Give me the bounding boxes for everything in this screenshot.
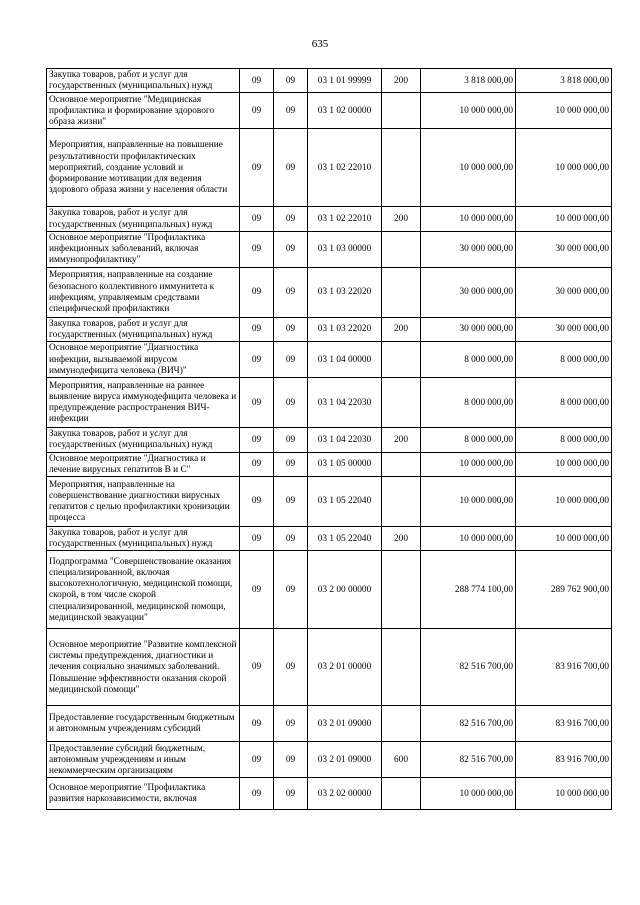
row-subsection-cell: 09: [274, 342, 308, 378]
row-subsection-cell: 09: [274, 452, 308, 476]
row-name-cell: Основное мероприятие "Профилактика развития наркозависимости, включая: [47, 778, 240, 810]
row-subsection-cell: 09: [274, 629, 308, 706]
row-subsection-cell: 09: [274, 527, 308, 551]
table-row: [47, 207, 612, 231]
row-amount-year2-cell: 8 000 000,00: [516, 342, 612, 378]
row-target-article-cell: 03 1 02 22010: [308, 207, 382, 231]
table-row: [47, 527, 612, 551]
table-row: [47, 69, 612, 93]
row-expense-type-cell: 200: [382, 69, 421, 93]
row-amount-year1-cell: 10 000 000,00: [421, 207, 516, 231]
row-expense-type-cell: 200: [382, 207, 421, 231]
row-amount-year1-cell: 8 000 000,00: [421, 378, 516, 428]
row-amount-year1-cell: 8 000 000,00: [421, 342, 516, 378]
row-subsection-cell: 09: [274, 742, 308, 778]
row-expense-type-cell: [382, 551, 421, 629]
row-subsection-cell: 09: [274, 69, 308, 93]
row-subsection-cell: 09: [274, 428, 308, 452]
page-number: 635: [311, 38, 329, 50]
row-amount-year1-cell: 10 000 000,00: [421, 93, 516, 129]
row-subsection-cell: 09: [274, 129, 308, 207]
row-section-cell: 09: [240, 428, 274, 452]
row-subsection-cell: 09: [274, 231, 308, 267]
row-section-cell: 09: [240, 69, 274, 93]
row-amount-year1-cell: 288 774 100,00: [421, 551, 516, 629]
row-section-cell: 09: [240, 629, 274, 706]
row-expense-type-cell: [382, 629, 421, 706]
row-target-article-cell: 03 1 02 22010: [308, 129, 382, 207]
row-section-cell: 09: [240, 452, 274, 476]
row-section-cell: 09: [240, 231, 274, 267]
row-amount-year2-cell: 10 000 000,00: [516, 778, 612, 810]
row-amount-year2-cell: 30 000 000,00: [516, 231, 612, 267]
row-section-cell: 09: [240, 477, 274, 527]
row-amount-year1-cell: 10 000 000,00: [421, 477, 516, 527]
row-subsection-cell: 09: [274, 267, 308, 317]
row-section-cell: 09: [240, 129, 274, 207]
row-expense-type-cell: [382, 129, 421, 207]
row-target-article-cell: 03 1 04 00000: [308, 342, 382, 378]
row-target-article-cell: 03 2 01 09000: [308, 742, 382, 778]
row-target-article-cell: 03 1 05 22040: [308, 477, 382, 527]
table-row: [47, 452, 612, 476]
budget-table-body: [47, 69, 612, 810]
table-row: [47, 378, 612, 428]
row-amount-year2-cell: 10 000 000,00: [516, 129, 612, 207]
row-name-cell: Подпрограмма "Совершенствование оказания специализированной, включая высокотехнологичную, медицинской помощи, скорой, в том числе скорой специализированной, медицинской помощи, медицинской эвакуации": [47, 551, 240, 629]
row-name-cell: Основное мероприятие "Диагностика и лечение вирусных гепатитов В и С": [47, 452, 240, 476]
table-row: [47, 93, 612, 129]
row-section-cell: 09: [240, 551, 274, 629]
row-name-cell: Закупка товаров, работ и услуг для государственных (муниципальных) нужд: [47, 527, 240, 551]
row-name-cell: Мероприятия, направленные на создание безопасного коллективного иммунитета к инфекциям, управляемым средствами специфической профилактики: [47, 267, 240, 317]
row-name-cell: Мероприятия, направленные на повышение результативности профилактических мероприятий, создание условий и формирование мотивации для ведения здорового образа жизни у населения области: [47, 129, 240, 207]
table-row: [47, 342, 612, 378]
row-expense-type-cell: [382, 778, 421, 810]
row-subsection-cell: 09: [274, 477, 308, 527]
row-subsection-cell: 09: [274, 317, 308, 341]
row-name-cell: Предоставление субсидий бюджетным, автономным учреждениям и иным некоммерческим организациям: [47, 742, 240, 778]
row-subsection-cell: 09: [274, 93, 308, 129]
row-expense-type-cell: [382, 378, 421, 428]
table-row: [47, 551, 612, 629]
budget-table: [46, 68, 612, 810]
row-expense-type-cell: 200: [382, 317, 421, 341]
row-target-article-cell: 03 1 04 22030: [308, 378, 382, 428]
row-section-cell: 09: [240, 93, 274, 129]
row-subsection-cell: 09: [274, 207, 308, 231]
table-row: [47, 477, 612, 527]
row-expense-type-cell: [382, 342, 421, 378]
row-expense-type-cell: [382, 477, 421, 527]
row-expense-type-cell: [382, 231, 421, 267]
row-section-cell: 09: [240, 267, 274, 317]
row-amount-year2-cell: 8 000 000,00: [516, 428, 612, 452]
table-row: [47, 706, 612, 742]
table-row: [47, 317, 612, 341]
row-section-cell: 09: [240, 378, 274, 428]
table-row: [47, 129, 612, 207]
row-section-cell: 09: [240, 706, 274, 742]
table-row: [47, 778, 612, 810]
row-amount-year1-cell: 82 516 700,00: [421, 706, 516, 742]
row-target-article-cell: 03 2 02 00000: [308, 778, 382, 810]
row-expense-type-cell: [382, 93, 421, 129]
row-amount-year1-cell: 30 000 000,00: [421, 267, 516, 317]
table-row: [47, 231, 612, 267]
row-target-article-cell: 03 2 00 00000: [308, 551, 382, 629]
row-amount-year1-cell: 10 000 000,00: [421, 452, 516, 476]
row-name-cell: Основное мероприятие "Медицинская профилактика и формирование здорового образа жизни": [47, 93, 240, 129]
row-target-article-cell: 03 2 01 00000: [308, 629, 382, 706]
row-section-cell: 09: [240, 742, 274, 778]
row-expense-type-cell: 600: [382, 742, 421, 778]
row-name-cell: Основное мероприятие "Профилактика инфекционных заболеваний, включая иммунопрофилактику": [47, 231, 240, 267]
row-section-cell: 09: [240, 778, 274, 810]
row-amount-year2-cell: 10 000 000,00: [516, 452, 612, 476]
row-section-cell: 09: [240, 527, 274, 551]
row-amount-year1-cell: 82 516 700,00: [421, 629, 516, 706]
row-name-cell: Мероприятия, направленные на раннее выявление вируса иммунодефицита человека и предупреждение распространения ВИЧ-инфекции: [47, 378, 240, 428]
row-name-cell: Закупка товаров, работ и услуг для государственных (муниципальных) нужд: [47, 69, 240, 93]
table-row: [47, 267, 612, 317]
row-expense-type-cell: [382, 452, 421, 476]
row-name-cell: Основное мероприятие "Диагностика инфекции, вызываемой вирусом иммунодефицита человека (ВИЧ)": [47, 342, 240, 378]
row-expense-type-cell: 200: [382, 527, 421, 551]
row-target-article-cell: 03 1 03 00000: [308, 231, 382, 267]
row-amount-year1-cell: 8 000 000,00: [421, 428, 516, 452]
row-target-article-cell: 03 1 04 22030: [308, 428, 382, 452]
row-amount-year1-cell: 30 000 000,00: [421, 231, 516, 267]
row-target-article-cell: 03 2 01 09000: [308, 706, 382, 742]
row-subsection-cell: 09: [274, 551, 308, 629]
row-amount-year2-cell: 83 916 700,00: [516, 706, 612, 742]
row-name-cell: Предоставление государственным бюджетным и автономным учреждениям субсидий: [47, 706, 240, 742]
row-name-cell: Мероприятия, направленные на совершенствование диагностики вирусных гепатитов с целью профилактики хронизации процесса: [47, 477, 240, 527]
row-section-cell: 09: [240, 317, 274, 341]
row-expense-type-cell: [382, 267, 421, 317]
row-amount-year2-cell: 10 000 000,00: [516, 207, 612, 231]
row-amount-year1-cell: 10 000 000,00: [421, 527, 516, 551]
table-row: [47, 428, 612, 452]
row-name-cell: Закупка товаров, работ и услуг для государственных (муниципальных) нужд: [47, 428, 240, 452]
row-target-article-cell: 03 1 05 00000: [308, 452, 382, 476]
row-expense-type-cell: 200: [382, 428, 421, 452]
row-amount-year2-cell: 289 762 900,00: [516, 551, 612, 629]
row-target-article-cell: 03 1 03 22020: [308, 267, 382, 317]
row-amount-year2-cell: 83 916 700,00: [516, 742, 612, 778]
row-amount-year1-cell: 30 000 000,00: [421, 317, 516, 341]
row-amount-year2-cell: 83 916 700,00: [516, 629, 612, 706]
row-amount-year1-cell: 3 818 000,00: [421, 69, 516, 93]
row-subsection-cell: 09: [274, 778, 308, 810]
row-target-article-cell: 03 1 05 22040: [308, 527, 382, 551]
row-subsection-cell: 09: [274, 706, 308, 742]
row-subsection-cell: 09: [274, 378, 308, 428]
row-amount-year2-cell: 30 000 000,00: [516, 267, 612, 317]
row-target-article-cell: 03 1 03 22020: [308, 317, 382, 341]
row-amount-year2-cell: 10 000 000,00: [516, 477, 612, 527]
row-section-cell: 09: [240, 207, 274, 231]
row-amount-year2-cell: 3 818 000,00: [516, 69, 612, 93]
table-row: [47, 742, 612, 778]
table-row: [47, 629, 612, 706]
row-name-cell: Основное мероприятие "Развитие комплексной системы предупреждения, диагностики и лечения социально значимых заболеваний. Повышение эффективности оказания скорой медицинской помощи": [47, 629, 240, 706]
row-amount-year1-cell: 10 000 000,00: [421, 129, 516, 207]
row-amount-year2-cell: 10 000 000,00: [516, 93, 612, 129]
row-expense-type-cell: [382, 706, 421, 742]
row-name-cell: Закупка товаров, работ и услуг для государственных (муниципальных) нужд: [47, 207, 240, 231]
row-target-article-cell: 03 1 01 99999: [308, 69, 382, 93]
row-section-cell: 09: [240, 342, 274, 378]
row-amount-year2-cell: 30 000 000,00: [516, 317, 612, 341]
row-target-article-cell: 03 1 02 00000: [308, 93, 382, 129]
row-amount-year2-cell: 10 000 000,00: [516, 527, 612, 551]
row-amount-year1-cell: 82 516 700,00: [421, 742, 516, 778]
row-amount-year1-cell: 10 000 000,00: [421, 778, 516, 810]
row-amount-year2-cell: 8 000 000,00: [516, 378, 612, 428]
row-name-cell: Закупка товаров, работ и услуг для государственных (муниципальных) нужд: [47, 317, 240, 341]
